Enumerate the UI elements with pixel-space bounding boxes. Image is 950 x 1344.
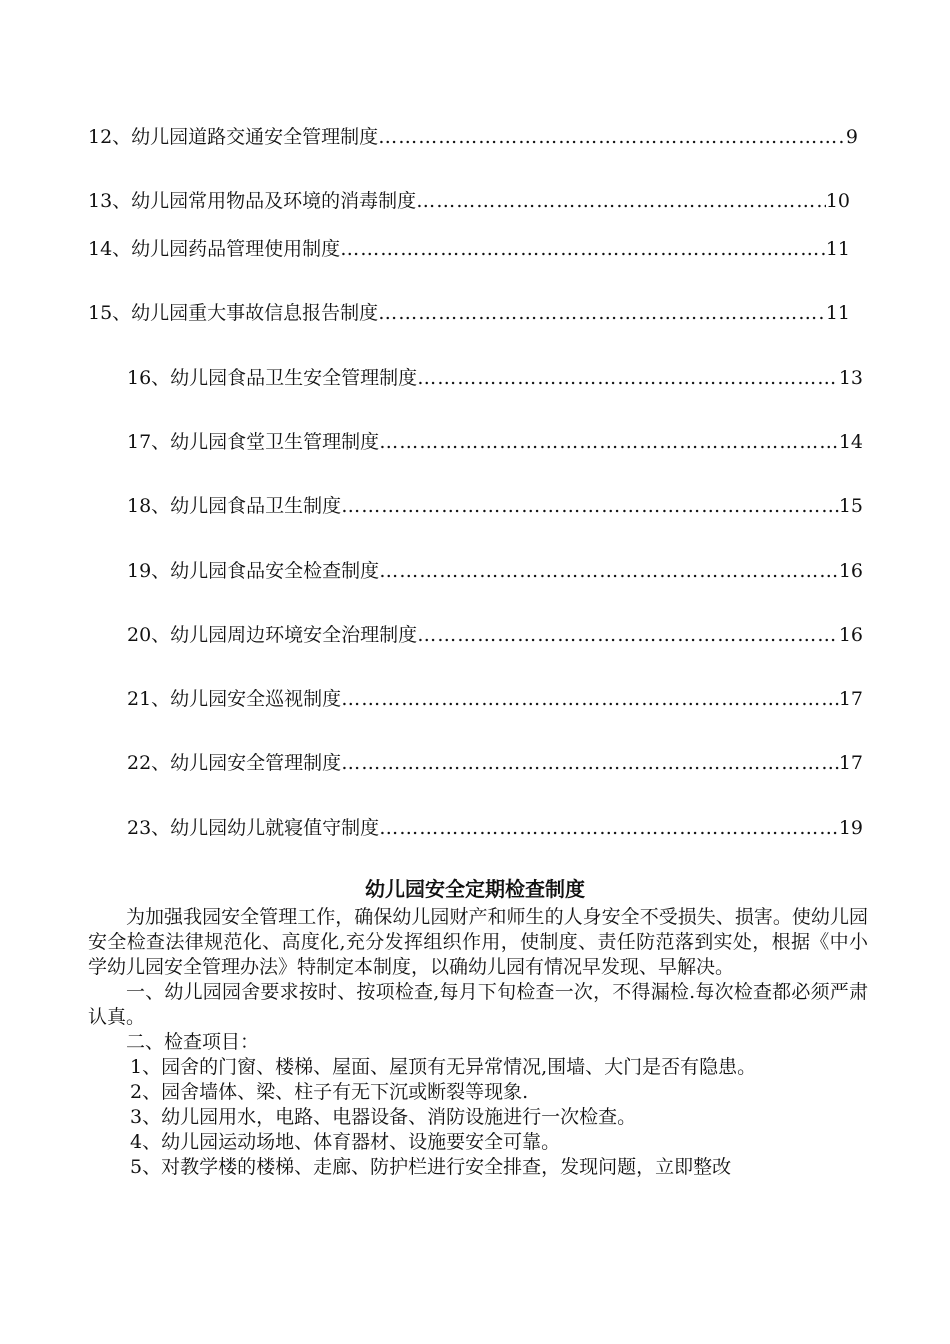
toc-entry[interactable]	[127, 557, 863, 585]
toc-entry-title: 13、幼儿园常用物品及环境的消毒制度	[88, 190, 417, 212]
toc-leader-dots	[341, 685, 839, 713]
toc-entry-title: 20、幼儿园周边环境安全治理制度	[127, 624, 418, 646]
check-item: 4、幼儿园运动场地、体育器材、设施要安全可靠。	[130, 1131, 561, 1153]
toc-entry[interactable]	[127, 621, 863, 649]
toc-entry[interactable]	[88, 299, 850, 327]
point-one-paragraph: 一、幼儿园园舍要求按时、按项检查,每月下旬检查一次，不得漏检.每次检查都必须严肃认真。	[88, 981, 868, 1028]
toc-leader-dots	[379, 557, 839, 585]
toc-entry-title: 21、幼儿园安全巡视制度	[127, 688, 342, 710]
check-item: 3、幼儿园用水，电路、电器设备、消防设施进行一次检查。	[130, 1106, 637, 1128]
toc-leader-dots	[379, 814, 839, 842]
toc-leader-dots	[417, 621, 839, 649]
intro-paragraph: 为加强我园安全管理工作，确保幼儿园财产和师生的人身安全不受损失、损害。使幼儿园安全检查法律规范化、高度化,充分发挥组织作用，使制度、责任防范落到实处，根据《中小学幼儿园安全管理办法》特制定本制度，以确幼儿园有情况早发现、早解决。	[88, 906, 868, 978]
toc-entry[interactable]	[127, 685, 863, 713]
toc-entry-page: 17	[838, 752, 863, 774]
toc-entry-page: 17	[838, 688, 863, 710]
toc-entry[interactable]	[127, 492, 863, 520]
point-two-heading: 二、检查项目：	[126, 1031, 260, 1053]
toc-entry-page: 10	[825, 190, 850, 212]
toc-entry-page: 15	[838, 495, 863, 517]
toc-leader-dots	[417, 364, 839, 392]
toc-entry-title: 12、幼儿园道路交通安全管理制度	[88, 126, 379, 148]
toc-entry-title: 16、幼儿园食品卫生安全管理制度	[127, 367, 418, 389]
toc-leader-dots	[378, 299, 826, 327]
toc-leader-dots	[341, 749, 839, 777]
toc-entry[interactable]	[127, 814, 863, 842]
toc-leader-dots	[416, 187, 826, 215]
toc-entry-page: 16	[838, 560, 863, 582]
toc-leader-dots	[378, 123, 846, 151]
toc-leader-dots	[340, 235, 826, 263]
toc-entry-title: 18、幼儿园食品卫生制度	[127, 495, 342, 517]
toc-entry[interactable]	[127, 428, 863, 456]
toc-entry[interactable]	[88, 235, 850, 263]
check-item: 2、园舍墙体、梁、柱子有无下沉或断裂等现象.	[130, 1081, 529, 1103]
toc-entry-page: 11	[825, 302, 850, 324]
check-item: 5、对教学楼的楼梯、走廊、防护栏进行安全排查，发现问题，立即整改	[130, 1156, 732, 1178]
toc-entry[interactable]	[88, 123, 858, 151]
toc-entry-page: 9	[845, 126, 858, 148]
toc-entry[interactable]	[88, 187, 850, 215]
section-body	[88, 905, 868, 1180]
check-item: 1、园舍的门窗、楼梯、屋面、屋顶有无异常情况,围墙、大门是否有隐患。	[130, 1056, 757, 1078]
toc-entry[interactable]	[127, 364, 863, 392]
section-heading: 幼儿园安全定期检查制度	[365, 877, 585, 901]
toc-entry-page: 13	[838, 367, 863, 389]
toc-leader-dots	[341, 492, 839, 520]
toc-entry-page: 14	[838, 431, 863, 453]
toc-entry-title: 23、幼儿园幼儿就寝值守制度	[127, 817, 380, 839]
toc-entry-page: 11	[825, 238, 850, 260]
toc-entry-title: 15、幼儿园重大事故信息报告制度	[88, 302, 379, 324]
toc-leader-dots	[379, 428, 839, 456]
toc-entry-title: 17、幼儿园食堂卫生管理制度	[127, 431, 380, 453]
toc-entry-title: 22、幼儿园安全管理制度	[127, 752, 342, 774]
toc-entry-title: 19、幼儿园食品安全检查制度	[127, 560, 380, 582]
toc-entry-page: 16	[838, 624, 863, 646]
toc-entry-title: 14、幼儿园药品管理使用制度	[88, 238, 341, 260]
toc-entry[interactable]	[127, 749, 863, 777]
toc-entry-page: 19	[838, 817, 863, 839]
